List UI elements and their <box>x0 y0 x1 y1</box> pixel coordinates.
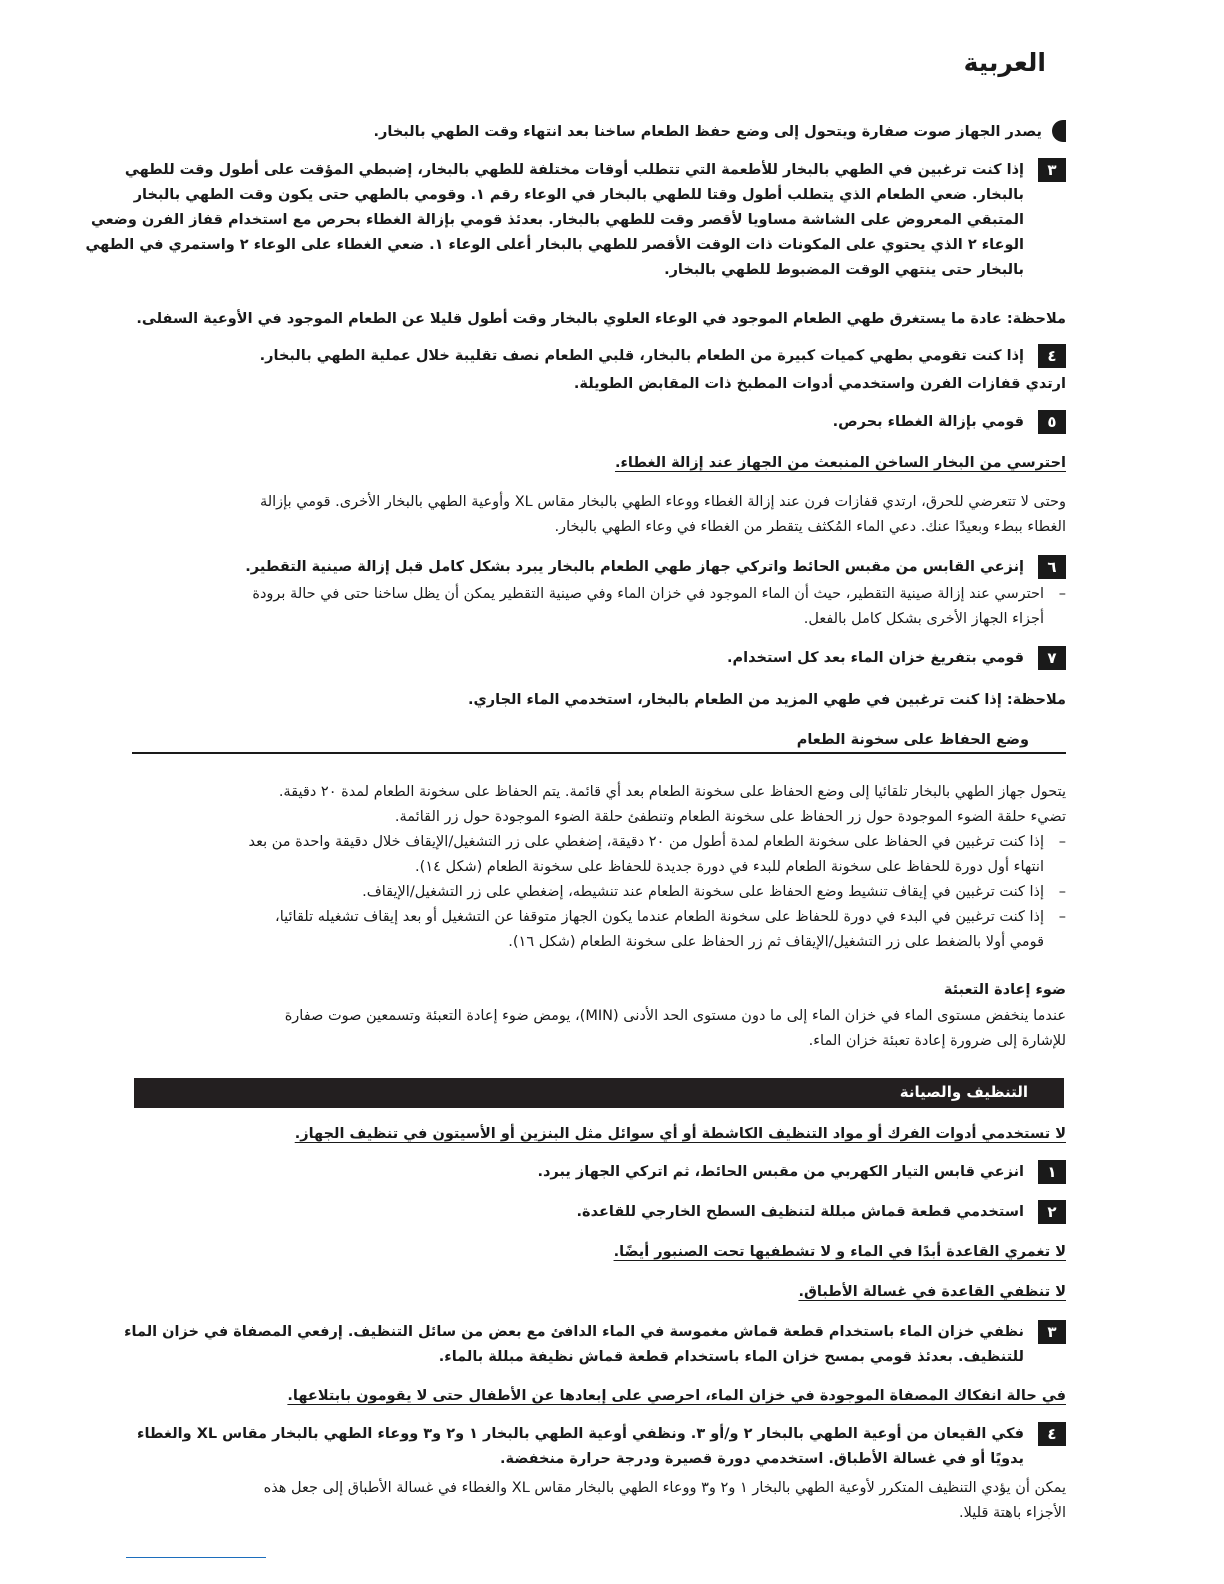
step-3 <box>85 158 1066 278</box>
step-number: ٤ <box>1038 344 1066 368</box>
step-3-line: بالبخار. ضعي الطعام الذي يتطلب أطول وقتا للطهي بالبخار في الوعاء رقم ١. وقومي بالطهي حتى يكون وقت الطهي بالبخار <box>133 187 1024 203</box>
step-number: ١ <box>1038 1160 1066 1184</box>
cleaning-title: التنظيف والصيانة <box>899 1083 1028 1101</box>
heading-rule <box>132 752 1066 754</box>
intro-bullet-text: يصدر الجهاز صوت صفارة ويتحول إلى وضع حفظ الطعام ساخنا بعد انتهاء وقت الطهي بالبخار. <box>373 124 1042 140</box>
caution-line: الغطاء ببطء وبعيدًا عنك. دعي الماء المُكثف يتقطر من الغطاء في وعاء الطهي بالبخار. <box>554 519 1066 535</box>
warning-steam: احترسي من البخار الساخن المنبعث من الجهاز عند إزالة الغطاء. <box>614 455 1066 471</box>
dash-line: قومي أولا بالضغط على زر التشغيل/الإيقاف ثم زر الحفاظ على سخونة الطعام (شكل ١٦). <box>508 934 1044 950</box>
paragraph-line: تضيء حلقة الضوء الموجودة حول زر الحفاظ على سخونة الطعام وتنطفئ حلقة الضوء الموجودة حول زر القائمة. <box>394 809 1066 825</box>
bullet-icon <box>1052 120 1066 142</box>
refill-paragraph <box>136 1004 1066 1054</box>
cleaning-step-4-line: يدويًا أو في غسالة الأطباق. استخدمي دورة قصيرة ودرجة حرارة منخفضة. <box>500 1451 1024 1467</box>
language-title: العربية <box>963 48 1046 77</box>
note-2: ملاحظة: إذا كنت ترغبين في طهي المزيد من الطعام بالبخار، استخدمي الماء الجاري. <box>467 692 1066 708</box>
dash-line: إذا كنت ترغبين في إيقاف تنشيط وضع الحفاظ على سخونة الطعام عند تنشيطه، إضغطي على زر التشغيل/الإيقاف. <box>362 884 1044 900</box>
cleaning-step-2 <box>136 1200 1066 1224</box>
cleaning-warning-4: في حالة انفكاك المصفاة الموجودة في خزان الماء، احرصي على إبعادها عن الأطفال حتى لا يقومون بابتلاعها. <box>287 1388 1066 1404</box>
cleaning-warning-2: لا تغمري القاعدة أبدًا في الماء و لا تشطفيها تحت الصنبور أيضًا. <box>613 1244 1066 1260</box>
refill-heading: ضوء إعادة التعبئة <box>943 982 1066 998</box>
dash-line: انتهاء أول دورة للحفاظ على سخونة الطعام للبدء في دورة جديدة للحفاظ على سخونة الطعام (شكل ١٤). <box>415 859 1044 875</box>
dash-line: إذا كنت ترغبين في الحفاظ على سخونة الطعام لمدة أطول من ٢٠ دقيقة، إضغطي على زر التشغيل/الإيقاف خلال دقيقة واحدة من بعد <box>248 834 1044 850</box>
cleaning-step-4 <box>136 1422 1066 1467</box>
step-3-line: المتبقي المعروض على الشاشة مساويا لأقصر وقت للطهي بالبخار. بعدئذ قومي بإزالة الغطاء بحرص مع استخدام قفاز الفرن وضعي <box>90 212 1024 228</box>
step-3-line: الوعاء ٢ الذي يحتوي على المكونات ذات الوقت الأقصر للطهي بالبخار أعلى الوعاء ١. ضعي الغطاء على الوعاء ٢ واستمري في الطهي <box>85 237 1024 253</box>
step-number: ٥ <box>1038 410 1066 434</box>
cleaning-step-2-line: استخدمي قطعة قماش مبللة لتنظيف السطح الخارجي للقاعدة. <box>576 1204 1024 1220</box>
step-6-dash: –احترسي عند إزالة صينية التقطير، حيث أن الماء الموجود في خزان الماء وفي صينية التقطير يمكن أن يظل ساخنا حتى في حالة برودة أجزاء الجهاز الأخرى بشكل كامل بالفعل. <box>136 582 1066 632</box>
step-4-line: إذا كنت تقومي بطهي كميات كبيرة من الطعام بالبخار، قلبي الطعام نصف تقليبة خلال عملية الطهي بالبخار. <box>259 348 1024 364</box>
cleaning-step-1 <box>136 1160 1066 1184</box>
step-number: ٣ <box>1038 158 1066 182</box>
note-1: ملاحظة: عادة ما يستغرق طهي الطعام الموجود في الوعاء العلوي بالبخار وقت أطول قليلا عن الطعام الموجود في الأوعية السفلى. <box>136 311 1066 327</box>
cleaning-step-3 <box>124 1320 1066 1365</box>
footer-rule <box>126 1557 266 1558</box>
step-5 <box>136 410 1066 434</box>
paragraph-line: يتحول جهاز الطهي بالبخار تلقائيا إلى وضع الحفاظ على سخونة الطعام بعد أي قائمة. يتم الحفاظ على سخونة الطعام لمدة ٢٠ دقيقة. <box>278 784 1066 800</box>
caution-line: وحتى لا تتعرضي للحرق، ارتدي قفازات فرن عند إزالة الغطاء ووعاء الطهي بالبخار مقاس XL وأوعية الطهي بالبخار الأخرى. قومي بإزالة <box>259 494 1066 510</box>
step-5-line: قومي بإزالة الغطاء بحرص. <box>832 414 1024 430</box>
paragraph-line: يمكن أن يؤدي التنظيف المتكرر لأوعية الطهي بالبخار ١ و٢ و٣ ووعاء الطهي بالبخار مقاس XL والغطاء في غسالة الأطباق إلى جعل هذه <box>263 1480 1066 1496</box>
step-6 <box>136 555 1066 579</box>
paragraph-line: عندما ينخفض مستوى الماء في خزان الماء إلى ما دون مستوى الحد الأدنى (MIN)، يومض ضوء إعادة التعبئة وتسمعين صوت صفارة <box>284 1008 1066 1024</box>
cleaning-step-1-line: انزعي قابس التيار الكهربي من مقبس الحائط، ثم اتركي الجهاز يبرد. <box>537 1164 1024 1180</box>
step-number: ٧ <box>1038 646 1066 670</box>
step-4-sub: ارتدي قفازات الفرن واستخدمي أدوات المطبخ ذات المقابض الطويلة. <box>573 376 1066 392</box>
cleaning-final-paragraph <box>136 1476 1066 1526</box>
cleaning-warning-3: لا تنظفي القاعدة في غسالة الأطباق. <box>798 1284 1066 1300</box>
dash-line: إذا كنت ترغبين في البدء في دورة للحفاظ على سخونة الطعام عندما يكون الجهاز متوقفا عن التشغيل أو بعد إيقاف تشغيله تلقائيا، <box>275 909 1044 925</box>
cleaning-warning: لا تستخدمي أدوات الفرك أو مواد التنظيف الكاشطة أو أي سوائل مثل البنزين أو الأسيتون في تنظيف الجهاز. <box>294 1126 1066 1142</box>
step-6-line: إنزعي القابس من مقبس الحائط واتركي جهاز طهي الطعام بالبخار يبرد بشكل كامل قبل إزالة صينية التقطير. <box>245 559 1024 575</box>
dash-line: احترسي عند إزالة صينية التقطير، حيث أن الماء الموجود في خزان الماء وفي صينية التقطير يمكن أن يظل ساخنا حتى في حالة برودة <box>252 586 1044 602</box>
step-3-line: بالبخار حتى ينتهي الوقت المضبوط للطهي بالبخار. <box>664 262 1024 278</box>
step-3-line: إذا كنت ترغبين في الطهي بالبخار للأطعمة التي تتطلب أوقات مختلفة للطهي بالبخار، إضبطي المؤقت على أطول وقت للطهي <box>124 162 1024 178</box>
cleaning-step-3-line: نظفي خزان الماء باستخدام قطعة قماش مغموسة في الماء الدافئ مع بعض من سائل التنظيف. إرفعي المصفاة في خزان الماء <box>124 1324 1024 1340</box>
section-title-bar <box>134 1078 1064 1108</box>
cleaning-step-3-line: للتنظيف. بعدئذ قومي بمسح خزان الماء باستخدام قطعة قماش نظيفة مبللة بالماء. <box>438 1349 1024 1365</box>
step-7-line: قومي بتفريغ خزان الماء بعد كل استخدام. <box>727 650 1024 666</box>
step-number: ٣ <box>1038 1320 1066 1344</box>
paragraph-line: للإشارة إلى ضرورة إعادة تعبئة خزان الماء. <box>808 1033 1066 1049</box>
step-number: ٢ <box>1038 1200 1066 1224</box>
step-7 <box>136 646 1066 670</box>
keep-warm-heading: وضع الحفاظ على سخونة الطعام <box>796 732 1029 748</box>
step-number: ٦ <box>1038 555 1066 579</box>
dash-line: أجزاء الجهاز الأخرى بشكل كامل بالفعل. <box>803 611 1044 627</box>
cleaning-step-4-line: فكي القيعان من أوعية الطهي بالبخار ٢ و/أو ٣. ونظفي أوعية الطهي بالبخار ١ و٢ و٣ ووعاء الطهي بالبخار مقاس XL والغطاء <box>137 1426 1024 1442</box>
caution-paragraph <box>136 490 1066 540</box>
paragraph-line: الأجزاء باهتة قليلا. <box>959 1505 1066 1521</box>
step-number: ٤ <box>1038 1422 1066 1446</box>
keep-warm-paragraph: يتحول جهاز الطهي بالبخار تلقائيا إلى وضع الحفاظ على سخونة الطعام بعد أي قائمة. يتم الحفاظ على سخونة الطعام لمدة ٢٠ دقيقة. تضيء حلقة الضوء الموجودة حول زر الحفاظ على سخونة الطعام وتنطفئ حلقة الضوء الموجودة حول زر القائمة. –إذا كنت ترغبين في الحفاظ على سخونة الطعام لمدة أطول من ٢٠ دقيقة، إضغطي على زر التشغيل/الإيقاف خلال دقيقة واحدة من بعد انتهاء أول دورة للحفاظ على سخونة الطعام للبدء في دورة جديدة للحفاظ على سخونة الطعام (شكل ١٤). –إذا كنت ترغبين في إيقاف تنشيط وضع الحفاظ على سخونة الطعام عند تنشيطه، إضغطي على زر التشغيل/الإيقاف. –إذا كنت ترغبين في البدء في دورة للحفاظ على سخونة الطعام عندما يكون الجهاز متوقفا عن التشغيل أو بعد إيقاف تشغيله تلقائيا، قومي أولا بالضغط على زر التشغيل/الإيقاف ثم زر الحفاظ على سخونة الطعام (شكل ١٦). <box>136 780 1066 955</box>
step-4 <box>136 344 1066 368</box>
